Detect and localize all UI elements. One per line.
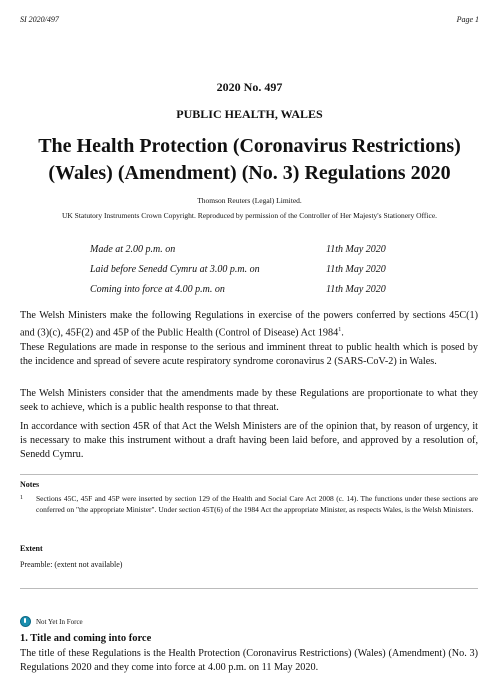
footnote-item [20, 493, 478, 515]
page-title [0, 133, 499, 187]
section-heading: 1. Title and coming into force [20, 633, 152, 644]
info-icon [20, 616, 31, 627]
dates-table [90, 244, 386, 304]
subject-heading: PUBLIC HEALTH, WALES [176, 107, 323, 121]
date-label: Coming into force at 4.00 p.m. on [90, 284, 225, 295]
section-text: The title of these Regulations is the Health Protection (Coronavirus Restrictions) (Wales) (Amendment) (No. 3) Regulations 2020 and they come into force at 4.00 p.m. on 11 May 2020. [20, 648, 478, 674]
date-label: Laid before Senedd Cymru at 3.00 p.m. on [90, 264, 260, 275]
notes-heading: Notes [20, 480, 40, 489]
date-value: 11th May 2020 [326, 284, 386, 295]
section-divider [20, 588, 478, 589]
date-label: Made at 2.00 p.m. on [90, 244, 176, 255]
preamble-paragraph-1: The Welsh Ministers make the following Regulations in exercise of the powers conferred by sections 45C(1) and (3)(c), 45F(2) and 45P of the Public Health (Control of Disease) Act 1984$^1$. [20, 310, 478, 339]
preamble-paragraph-4: In accordance with section 45R of that Act the Welsh Ministers are of the opinion that, by reason of urgency, it is necessary to make this instrument without a draft having been laid before, and approved by a resolution of, Senedd Cymru. [20, 421, 478, 461]
preamble-paragraph-3: The Welsh Ministers consider that the amendments made by these Regulations are proportionate to what they seek to achieve, which is a public health response to that threat. [20, 388, 478, 414]
si-number: 2020 No. 497 [216, 80, 283, 94]
title-line-1: The Health Protection (Coronavirus Restrictions) [38, 135, 461, 157]
date-row-made [90, 244, 386, 264]
title-line-2: (Wales) (Amendment) (No. 3) Regulations 2020 [48, 162, 451, 184]
footnote-ref[interactable]: 1 [338, 327, 342, 334]
status-badge[interactable] [20, 616, 83, 627]
copyright-line: UK Statutory Instruments Crown Copyright. Reproduced by permission of the Controller of Her Majesty's Stationery Office. [61, 211, 438, 220]
footnote-number: 1 [20, 495, 23, 501]
preamble-paragraph-2: These Regulations are made in response to the serious and imminent threat to public health which is posed by the incidence and spread of severe acute respiratory syndrome coronavirus 2 (SARS-CoV-2) in Wales. [20, 342, 478, 368]
status-label: Not Yet In Force [36, 617, 83, 626]
date-row-in-force [90, 284, 386, 304]
notes-divider [20, 474, 478, 475]
footnote-text: Sections 45C, 45F and 45P were inserted by section 129 of the Health and Social Care Act 2008 (c. 14). The functions under these sections are conferred on "the appropriate Minister". Under section 45T(6) of the 1984 Act the appropriate Minister, as respects Wales, is the Welsh Ministers. [36, 494, 478, 514]
date-row-laid [90, 264, 386, 284]
publisher-line: Thomson Reuters (Legal) Limited. [197, 196, 302, 205]
running-header-citation: SI 2020/497 [20, 15, 59, 24]
extent-heading: Extent [20, 544, 43, 553]
date-value: 11th May 2020 [326, 264, 386, 275]
date-value: 11th May 2020 [326, 244, 386, 255]
page-number: Page 1 [456, 15, 479, 24]
extent-value: Preamble: (extent not available) [20, 560, 123, 569]
